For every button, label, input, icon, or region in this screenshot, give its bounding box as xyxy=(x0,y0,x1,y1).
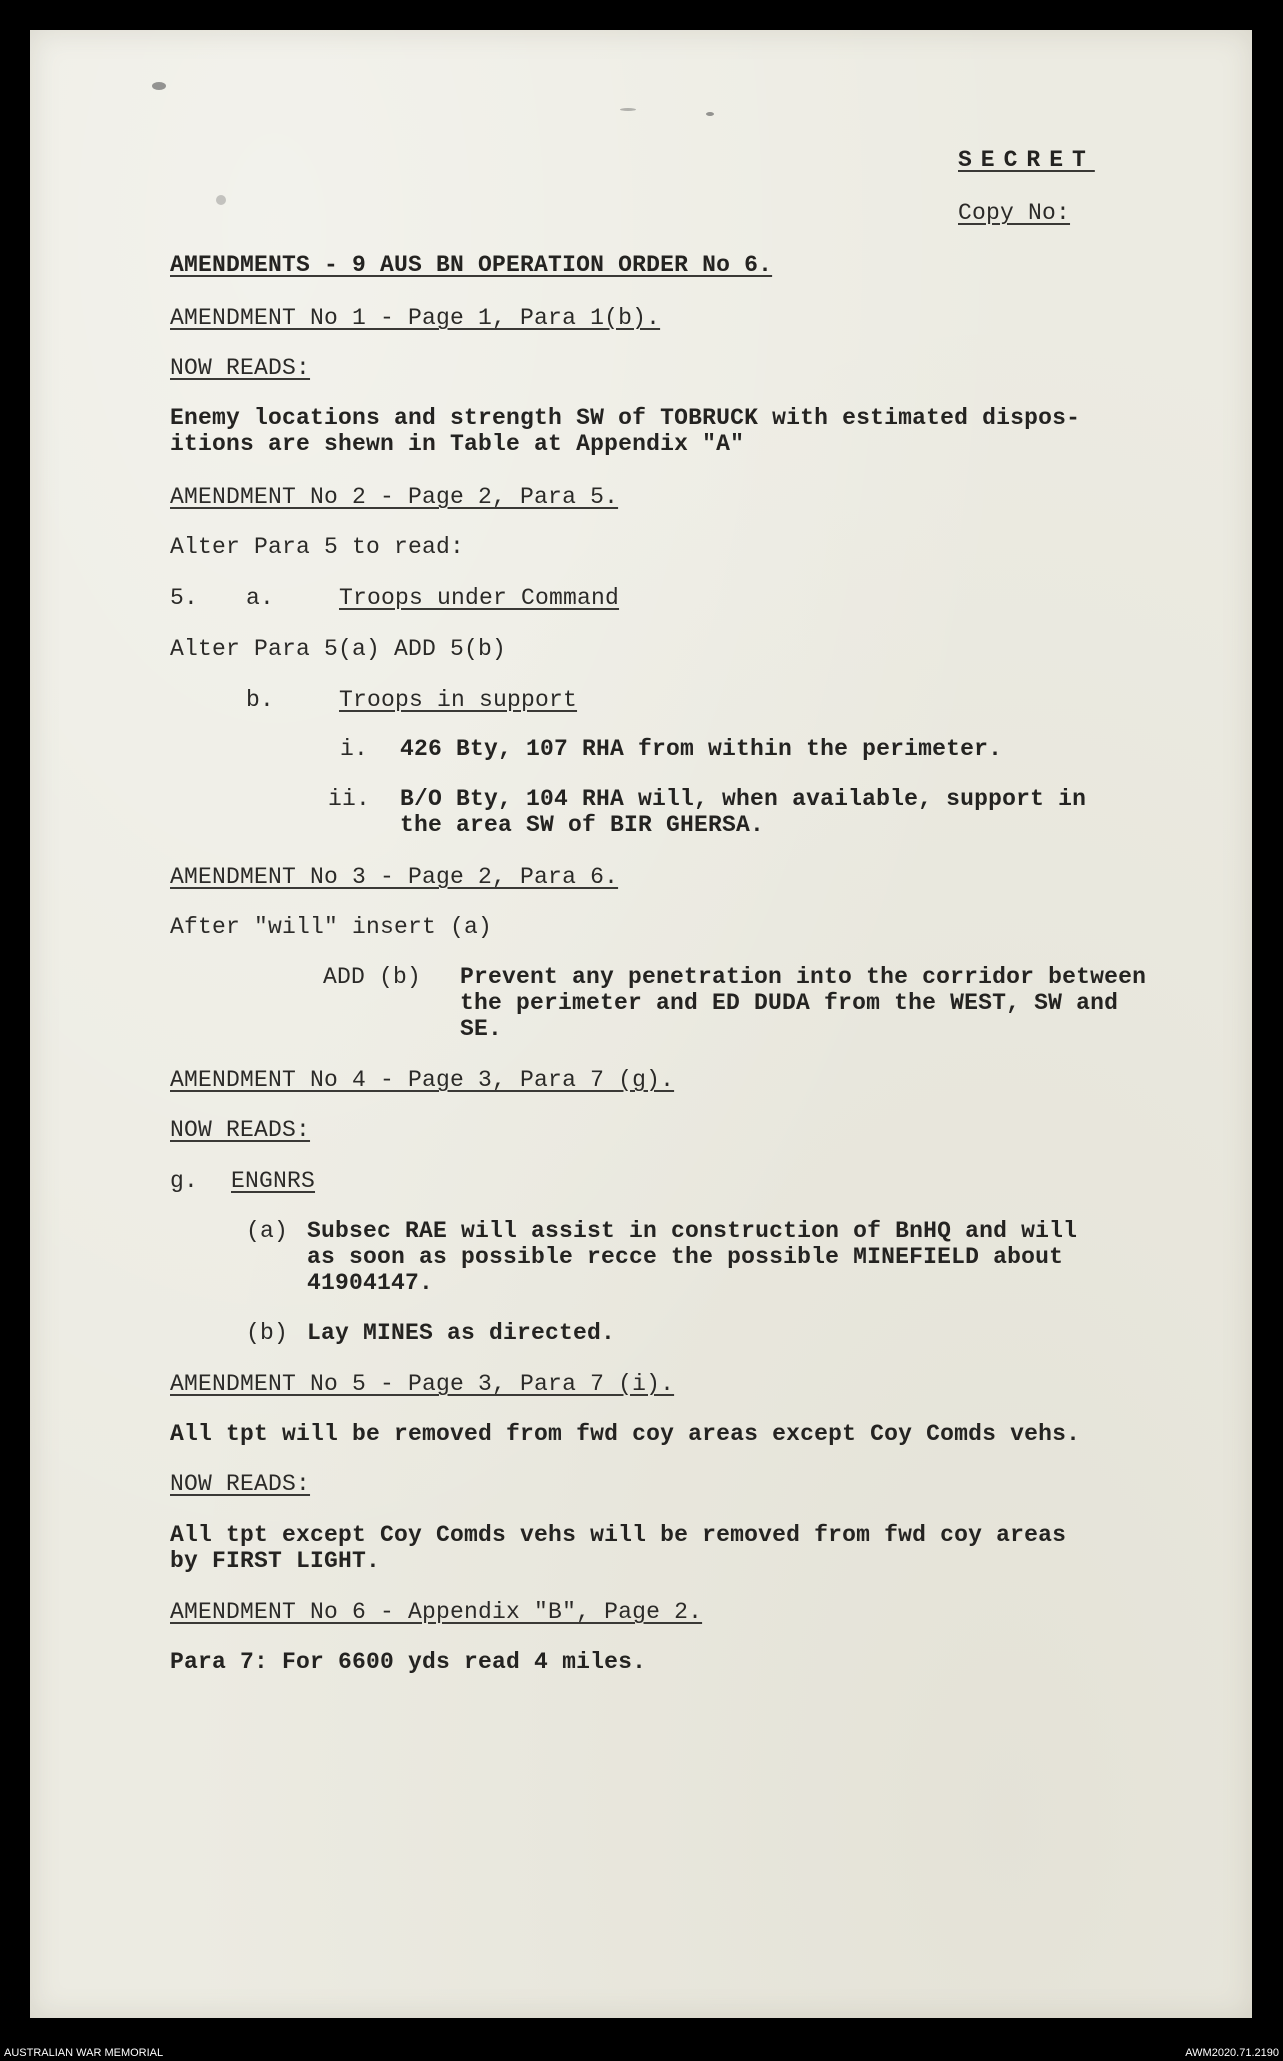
support-item-ii-line-1: B/O Bty, 104 RHA will, when available, support in xyxy=(400,786,1087,812)
amendment-5-old-text: All tpt will be removed from fwd coy areas except Coy Comds vehs. xyxy=(170,1421,1081,1447)
para-g-letter: g. xyxy=(170,1168,199,1194)
support-item-ii-line-2: the area SW of BIR GHERSA. xyxy=(400,812,765,838)
para-5-number: 5. xyxy=(170,585,199,611)
engineers-item-a-label: (a) xyxy=(246,1218,289,1244)
amendment-5-new-line-1: All tpt except Coy Comds vehs will be removed from fwd coy areas xyxy=(170,1522,1067,1548)
engineers-item-a-line-1: Subsec RAE will assist in construction of BnHQ and will xyxy=(307,1218,1078,1244)
engineers-item-b-label: (b) xyxy=(246,1320,289,1346)
amendment-3-heading: AMENDMENT No 3 - Page 2, Para 6. xyxy=(170,864,619,890)
footer-right-label: AWM2020.71.2190 xyxy=(1185,2047,1279,2059)
copy-number-label: Copy No: xyxy=(958,200,1071,226)
amendment-4-heading: AMENDMENT No 4 - Page 3, Para 7 (g). xyxy=(170,1067,675,1093)
amendment-6-heading: AMENDMENT No 6 - Appendix "B", Page 2. xyxy=(170,1599,703,1625)
now-reads-label: NOW READS: xyxy=(170,355,311,381)
engineers-item-a-line-3: 41904147. xyxy=(307,1270,434,1296)
classification-label: SECRET xyxy=(958,147,1095,173)
engineers-item-b-text: Lay MINES as directed. xyxy=(307,1320,616,1346)
troops-in-support-heading: Troops in support xyxy=(339,687,578,713)
paper-mark xyxy=(152,82,166,90)
engineers-item-a-line-2: as soon as possible recce the possible MINEFIELD about xyxy=(307,1244,1064,1270)
add-b-line-1: Prevent any penetration into the corridor between xyxy=(460,964,1147,990)
document-page xyxy=(30,30,1252,2018)
troops-under-command-heading: Troops under Command xyxy=(339,585,620,611)
support-item-i-number: i. xyxy=(340,736,369,762)
para-5b-letter: b. xyxy=(246,687,275,713)
now-reads-label: NOW READS: xyxy=(170,1471,311,1497)
add-b-label: ADD (b) xyxy=(323,964,422,990)
amendment-2-heading: AMENDMENT No 2 - Page 2, Para 5. xyxy=(170,484,619,510)
amendment-5-heading: AMENDMENT No 5 - Page 3, Para 7 (i). xyxy=(170,1371,675,1397)
after-will-insert-text: After "will" insert (a) xyxy=(170,914,493,940)
support-item-ii-number: ii. xyxy=(328,786,371,812)
now-reads-label: NOW READS: xyxy=(170,1117,311,1143)
add-b-line-2: the perimeter and ED DUDA from the WEST, SW and xyxy=(460,990,1119,1016)
amendment-5-new-line-2: by FIRST LIGHT. xyxy=(170,1548,381,1574)
amendment-1-text-line-1: Enemy locations and strength SW of TOBRUCK with estimated dispos- xyxy=(170,405,1081,431)
paper-mark xyxy=(216,195,226,205)
document-title: AMENDMENTS - 9 AUS BN OPERATION ORDER No 6. xyxy=(170,252,773,278)
alter-para-text: Alter Para 5 to read: xyxy=(170,534,465,560)
support-item-i-text: 426 Bty, 107 RHA from within the perimeter. xyxy=(400,736,1003,762)
paper-mark xyxy=(706,112,714,116)
amendment-6-text: Para 7: For 6600 yds read 4 miles. xyxy=(170,1649,647,1675)
footer-left-label: AUSTRALIAN WAR MEMORIAL xyxy=(4,2047,164,2059)
amendment-1-heading: AMENDMENT No 1 - Page 1, Para 1(b). xyxy=(170,305,661,331)
alter-add-text: Alter Para 5(a) ADD 5(b) xyxy=(170,636,507,662)
para-5a-letter: a. xyxy=(246,585,275,611)
add-b-line-3: SE. xyxy=(460,1016,503,1042)
amendment-1-text-line-2: itions are shewn in Table at Appendix "A" xyxy=(170,431,745,457)
paper-mark xyxy=(620,108,636,111)
engineers-heading: ENGNRS xyxy=(231,1168,316,1194)
